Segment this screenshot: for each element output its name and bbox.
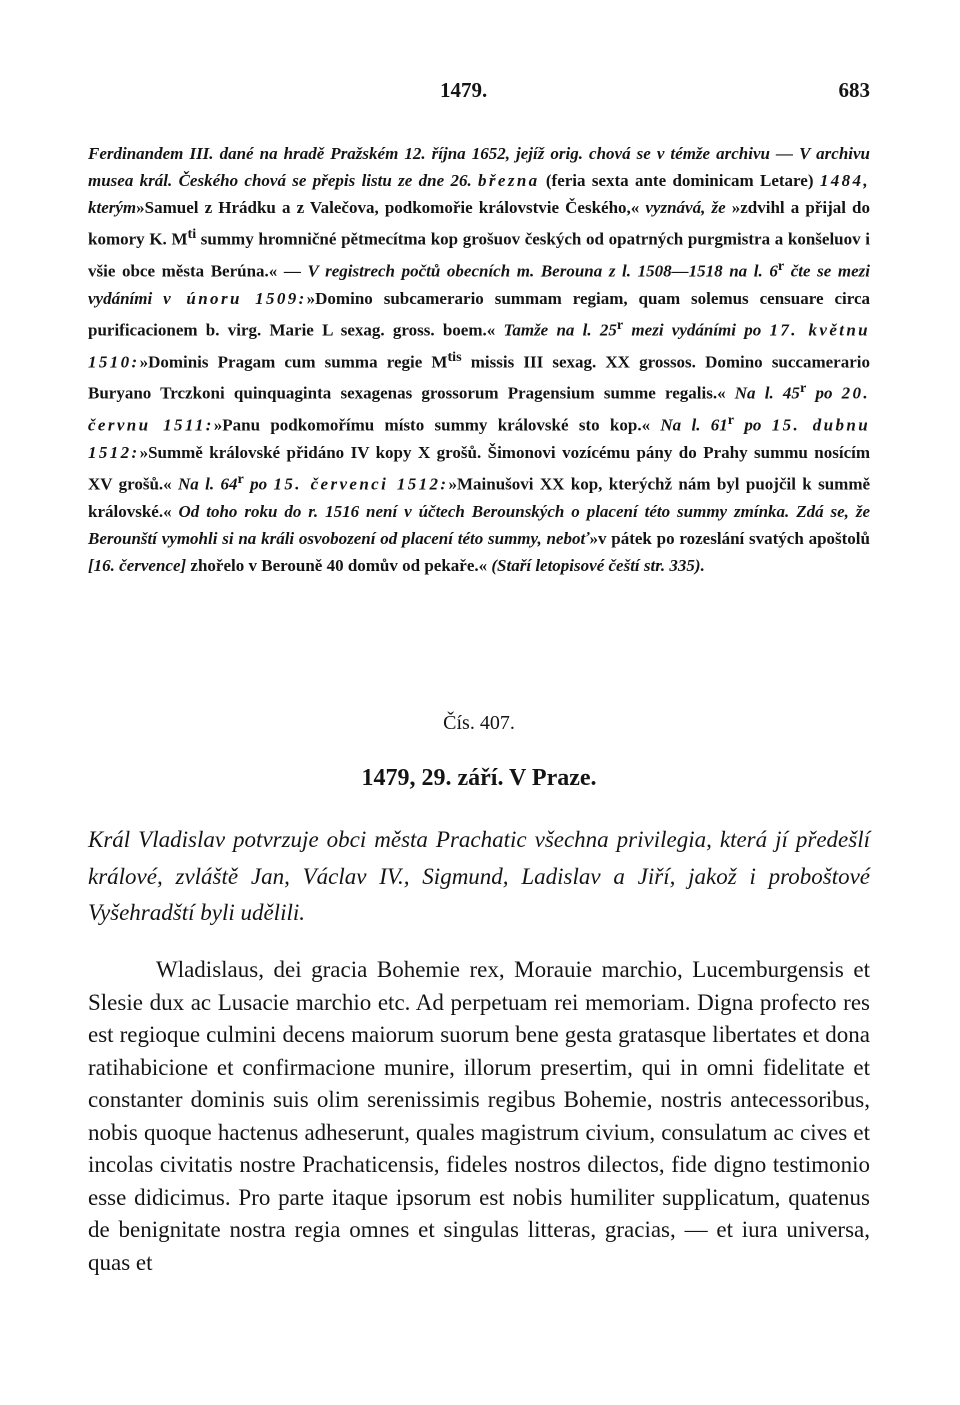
note-segment: missis III sexag. XX grossos. Domino succamerario Buryano Trczkoni quinquaginta sexagenas grossorum Pragensium summe regalis.« — [88, 352, 870, 404]
footnote-block — [88, 140, 870, 579]
note-segment: kterým — [88, 198, 137, 218]
page-number: 683 — [838, 78, 870, 102]
note-segment: »Dominis Pragam cum summa regie M — [139, 352, 448, 372]
note-segment: po — [243, 474, 268, 494]
note-segment: Na l. 61 — [660, 415, 728, 435]
note-segment: v únoru 1509: — [163, 288, 307, 308]
note-superscript: r — [727, 412, 735, 429]
charter-text: Wladislaus, dei gracia Bohemie rex, Morauie marchio, Lucemburgensis et Slesie dux ac Lusacie marchio etc. Ad perpetuam rei memoriam. Digna profecto res est regioque culmini decens maiorum suorum bene gesta gratasque libertates et dona ratihabicione et confirmacione munire, illorum presertim, qui in omni fidelitate et constanter dominis suis olim serenissimis regibus Bohemie, nostris antecessoribus, nobis quoque hactenus adheserunt, quales magistrum civium, consulatum ac cives et incolas civitatis nostre Prachaticensis, fideles nostros dilectos, fide digno testimonio esse didicimus. Pro parte itaque ipsorum est nobis humiliter supplicatum, quatenus de benignitate nostra regia omnes et singulas litteras, gracias, — et iura universa, quas et — [88, 957, 870, 1275]
document-number: Čís. 407. — [443, 712, 515, 734]
footnote-paragraph — [88, 140, 870, 579]
regest-summary: Král Vladislav potvrzuje obci města Prachatic všechna privilegia, která jí předešlí králové, zvláště Jan, Václav IV., Sigmund, Ladislav a Jiří, jakož i proboštové Vyšehradští byli udělili. — [88, 827, 870, 925]
note-segment: »zdvihl a přijal do komory K. M — [88, 198, 871, 249]
note-segment: Na l. 64 — [178, 474, 238, 494]
note-superscript: tis — [447, 348, 462, 365]
note-segment: (feria sexta ante dominicam Letare) — [545, 171, 814, 191]
note-superscript: r — [799, 380, 807, 397]
note-segment: (Staří letopisové čeští str. 335). — [491, 555, 705, 575]
note-segment: 20. červnu 1511: — [88, 384, 871, 435]
note-segment: čte se mezi vydáními — [88, 261, 870, 308]
note-segment: [16. července] — [88, 555, 187, 575]
document-date-heading: 1479, 29. září. V Praze. — [361, 765, 597, 791]
note-segment: mezi vydáními po — [623, 320, 762, 340]
note-superscript: r — [777, 258, 785, 275]
note-segment: summy hromničné pětmecítma kop grošuov českých od opatrných purgmistra a konšeluov i všie obce města Berúna.« — — [88, 229, 871, 281]
note-segment: »Mainušovi XX kop, kterýchž nám byl puojčil k summě královské.« — [88, 474, 871, 521]
note-segment: po — [734, 415, 762, 435]
note-segment: Tamže na l. 25 — [503, 320, 617, 340]
note-segment: Od toho roku do r. 1516 není v účtech Berounských o placení této summy zmínka. Zdá se, že Berounští vymohli si na králi osvobození od placení této summy, neboť — [88, 501, 871, 548]
note-segment: 1484, — [819, 171, 870, 191]
note-segment: »Panu podkomořímu místo summy královské sto kop.« — [213, 415, 651, 435]
note-segment: »Summě královské přidáno IV kopy X grošů. Šimonovi vozícému pány do Prahy summu nosícím XV grošů.« — [88, 442, 870, 494]
note-segment: 15. dubnu 1512: — [88, 415, 871, 462]
note-segment: března — [478, 171, 540, 191]
note-segment: 17. květnu 1510: — [88, 320, 871, 372]
note-segment: po — [815, 384, 833, 404]
note-segment: Na l. 45 — [734, 384, 800, 404]
note-superscript: ti — [187, 226, 197, 243]
note-segment: Ferdinandem III. dané na hradě Pražském 12. října 1652, jejíž orig. chová se v témže archivu — V archivu musea král. Českého chová se přepis listu ze dne 26. — [88, 144, 870, 191]
note-superscript: r — [237, 470, 244, 487]
running-head — [88, 78, 870, 108]
note-segment: vyznává, že — [645, 198, 726, 218]
running-head-year: 1479. — [440, 78, 488, 102]
note-segment: V registrech počtů obecních m. Berouna z l. 1508—1518 na l. 6 — [307, 261, 778, 281]
note-segment: »Samuel z Hrádku a z Valečova, podkomořie královstvie Českého,« — [136, 198, 640, 218]
note-segment: »v pátek po rozeslání svatých apoštolů — [589, 528, 870, 548]
note-segment: zhořelo v Berouně 40 domův od pekaře.« — [190, 555, 488, 575]
note-superscript: r — [616, 316, 624, 333]
note-segment: »Domino subcamerario summam regiam, quam solemus censuare circa purificacionem b. virg. Marie L sexag. gross. boem.« — [88, 288, 870, 340]
note-segment: 15. červenci 1512: — [273, 474, 449, 494]
